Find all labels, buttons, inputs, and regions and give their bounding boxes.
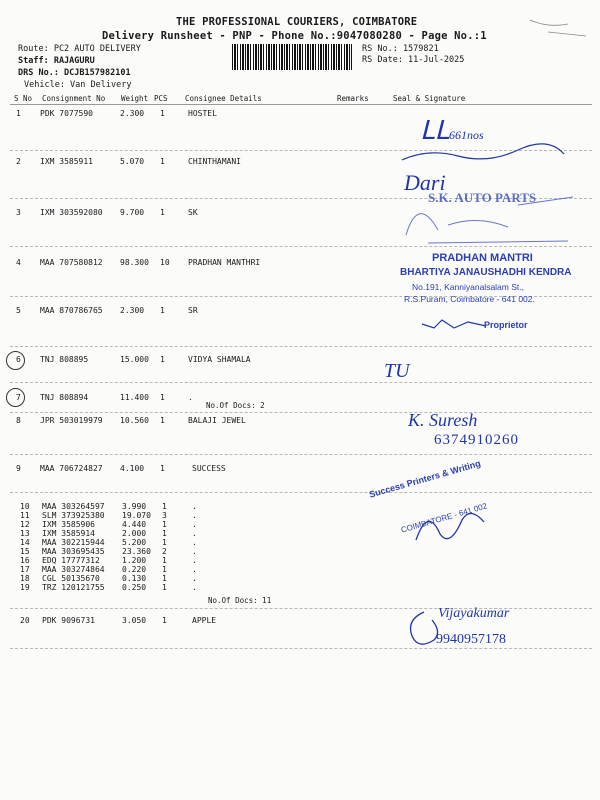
route-label: Route: PC2 AUTO DELIVERY: [18, 44, 141, 54]
row-weight: 4.100: [120, 464, 145, 473]
row-sno: 2: [16, 157, 21, 166]
row-weight: 5.070: [120, 157, 145, 166]
docs-count-note: No.Of Docs: 2: [206, 401, 265, 410]
row-weight: 10.560: [120, 416, 149, 425]
row-pcs: 1: [162, 574, 167, 583]
row-consignment: CGL 50135670: [42, 574, 100, 583]
row-pcs: 1: [160, 393, 165, 402]
col-consignee: Consignee Details: [185, 94, 262, 103]
col-weight: Weight: [121, 94, 149, 103]
stamp-scribble: [398, 185, 583, 250]
row-divider: [10, 648, 592, 649]
row-weight: 98.300: [120, 258, 149, 267]
row-sno: 12: [20, 520, 30, 529]
company-title: THE PROFESSIONAL COURIERS, COIMBATORE: [176, 16, 418, 28]
row-pcs: 1: [162, 538, 167, 547]
signature-row8-phone: 6374910260: [434, 432, 519, 448]
row-consignment: IXM 303592080: [40, 208, 103, 217]
signature-row20-name: Vijayakumar: [438, 606, 510, 621]
success-stamp-line2: COIMBATORE - 641 002: [400, 501, 489, 535]
row-pcs: 1: [162, 583, 167, 592]
row-consignee: .: [192, 520, 197, 529]
row-consignee: .: [192, 556, 197, 565]
row-sno: 19: [20, 583, 30, 592]
staff-label: Staff: RAJAGURU: [18, 56, 95, 66]
row-consignee: SUCCESS: [192, 464, 226, 473]
row-consignee: PRADHAN MANTHRI: [188, 258, 261, 267]
row-divider: [10, 492, 592, 493]
row-consignee: .: [192, 529, 197, 538]
success-stamp-line1: Success Printers & Writing: [368, 458, 482, 500]
row-pcs: 1: [160, 109, 165, 118]
row-consignee: .: [192, 511, 197, 520]
row-sno: 4: [16, 258, 21, 267]
row-consignment: EDQ 17777312: [42, 556, 100, 565]
signature-row2: Dari: [404, 170, 446, 195]
col-pcs: PCS: [154, 94, 168, 103]
row-weight: 4.440: [122, 520, 147, 529]
row-weight: 23.360: [122, 547, 151, 556]
row-sno: 8: [16, 416, 21, 425]
row-sno: 20: [20, 616, 30, 625]
row-sno: 18: [20, 574, 30, 583]
row-sno: 10: [20, 502, 30, 511]
row-weight: 19.070: [122, 511, 151, 520]
row-consignment: PDK 9096731: [42, 616, 95, 625]
row-consignee: CHINTHAMANI: [188, 157, 241, 166]
col-consignment: Consignment No: [42, 94, 106, 103]
row-consignment: MAA 303264597: [42, 502, 105, 511]
row-consignment: MAA 302215944: [42, 538, 105, 547]
signature-row1: ᒪᒪ661nos: [420, 116, 484, 145]
row-weight: 3.050: [122, 616, 147, 625]
row-pcs: 2: [162, 547, 167, 556]
pradhan-stamp-line2: BHARTIYA JANAUSHADHI KENDRA: [400, 267, 572, 278]
row-divider: [10, 346, 592, 347]
row-sno: 1: [16, 109, 21, 118]
row-weight: 0.130: [122, 574, 147, 583]
row-pcs: 1: [162, 565, 167, 574]
corner-mark: [528, 14, 590, 40]
row-weight: 2.300: [120, 109, 145, 118]
pradhan-stamp-line1: PRADHAN MANTRI: [432, 252, 533, 264]
proprietor-label: Proprietor: [484, 320, 528, 330]
row-divider: [10, 412, 592, 413]
row-pcs: 1: [160, 416, 165, 425]
row-consignee: HOSTEL: [188, 109, 217, 118]
row-pcs: 1: [162, 529, 167, 538]
pradhan-stamp-line4: R.S.Puram, Coimbatore - 641 002.: [404, 294, 535, 304]
row-consignment: TNJ 808895: [40, 355, 89, 364]
row-consignee: .: [192, 547, 197, 556]
row-pcs: 1: [162, 520, 167, 529]
col-remarks: Remarks: [337, 94, 369, 103]
row-pcs: 1: [160, 306, 165, 315]
row-consignee: .: [192, 565, 197, 574]
row-consignment: JPR 503019979: [40, 416, 103, 425]
col-sno: S No: [14, 94, 33, 103]
row-sno: 6: [16, 355, 21, 364]
rs-date: RS Date: 11-Jul-2025: [362, 55, 465, 65]
row-pcs: 3: [162, 511, 167, 520]
handwritten-circle-mark: [6, 388, 25, 407]
row-consignment: IXM 3585906: [42, 520, 95, 529]
row-sno: 9: [16, 464, 21, 473]
row-weight: 3.990: [122, 502, 147, 511]
row-consignee: .: [192, 538, 197, 547]
row-consignee: .: [192, 574, 197, 583]
row-weight: 0.220: [122, 565, 147, 574]
row-consignee: .: [192, 583, 197, 592]
auto-parts-stamp: S.K. AUTO PARTS: [428, 190, 537, 205]
row-consignee: VIDYA SHAMALA: [188, 355, 251, 364]
row-weight: 15.000: [120, 355, 149, 364]
row-weight: 11.400: [120, 393, 149, 402]
barcode: [232, 44, 352, 70]
row-sno: 15: [20, 547, 30, 556]
vehicle-label: Vehicle: Van Delivery: [24, 80, 132, 90]
row-pcs: 1: [162, 502, 167, 511]
rs-number: RS No.: 1579821: [362, 44, 439, 54]
row-consignment: TNJ 808894: [40, 393, 89, 402]
success-signature-scribble: [410, 500, 490, 550]
row-weight: 1.200: [122, 556, 147, 565]
row-divider: [10, 382, 592, 383]
row-consignee: APPLE: [192, 616, 217, 625]
row-sno: 11: [20, 511, 30, 520]
row-sno: 5: [16, 306, 21, 315]
row-consignee: .: [192, 502, 197, 511]
row-consignment: SLM 373925380: [42, 511, 105, 520]
row-sno: 16: [20, 556, 30, 565]
row-consignment: IXM 3585911: [40, 157, 93, 166]
row-sno: 13: [20, 529, 30, 538]
col-seal-signature: Seal & Signature: [393, 94, 466, 103]
row-consignment: MAA 870786765: [40, 306, 103, 315]
row-sno: 7: [16, 393, 21, 402]
row-sno: 14: [20, 538, 30, 547]
row-pcs: 1: [160, 464, 165, 473]
row-consignment: MAA 303274864: [42, 565, 105, 574]
row-consignee: BALAJI JEWEL: [188, 416, 246, 425]
row-pcs: 1: [160, 208, 165, 217]
row-consignment: MAA 706724827: [40, 464, 103, 473]
row-pcs: 10: [160, 258, 170, 267]
row-pcs: 1: [160, 157, 165, 166]
row-weight: 9.700: [120, 208, 145, 217]
row-sno: 17: [20, 565, 30, 574]
signature-row8-name: K. Suresh: [408, 410, 478, 430]
docs-count-note: No.Of Docs: 11: [208, 596, 272, 605]
pradhan-stamp-line3: No.191, Kanniyanalsalam St.,: [412, 282, 524, 292]
row-pcs: 1: [162, 556, 167, 565]
row-consignee: SK: [188, 208, 198, 217]
row-consignee: SR: [188, 306, 198, 315]
row-divider: [10, 454, 592, 455]
row-weight: 2.000: [122, 529, 147, 538]
signature-row6: TU: [384, 360, 410, 382]
row-consignment: PDK 7077590: [40, 109, 93, 118]
signature-row20-phone: 9940957178: [436, 632, 506, 647]
row-consignment: TRZ 120121755: [42, 583, 105, 592]
row-weight: 5.200: [122, 538, 147, 547]
row-consignment: IXM 3585914: [42, 529, 95, 538]
proprietor-scribble: [420, 316, 490, 332]
row-consignment: MAA 303695435: [42, 547, 105, 556]
header-rule: [10, 104, 592, 105]
row-weight: 0.250: [122, 583, 147, 592]
runsheet-subtitle: Delivery Runsheet - PNP - Phone No.:9047080280 - Page No.:1: [102, 30, 487, 42]
handwritten-circle-mark: [6, 351, 25, 370]
row-pcs: 1: [162, 616, 167, 625]
drs-label: DRS No.: DCJB157982101: [18, 68, 131, 78]
row-sno: 3: [16, 208, 21, 217]
signature-scribble: [398, 138, 568, 168]
row-consignment: MAA 707580812: [40, 258, 103, 267]
row-pcs: 1: [160, 355, 165, 364]
row-weight: 2.300: [120, 306, 145, 315]
row-consignee: .: [188, 393, 193, 402]
